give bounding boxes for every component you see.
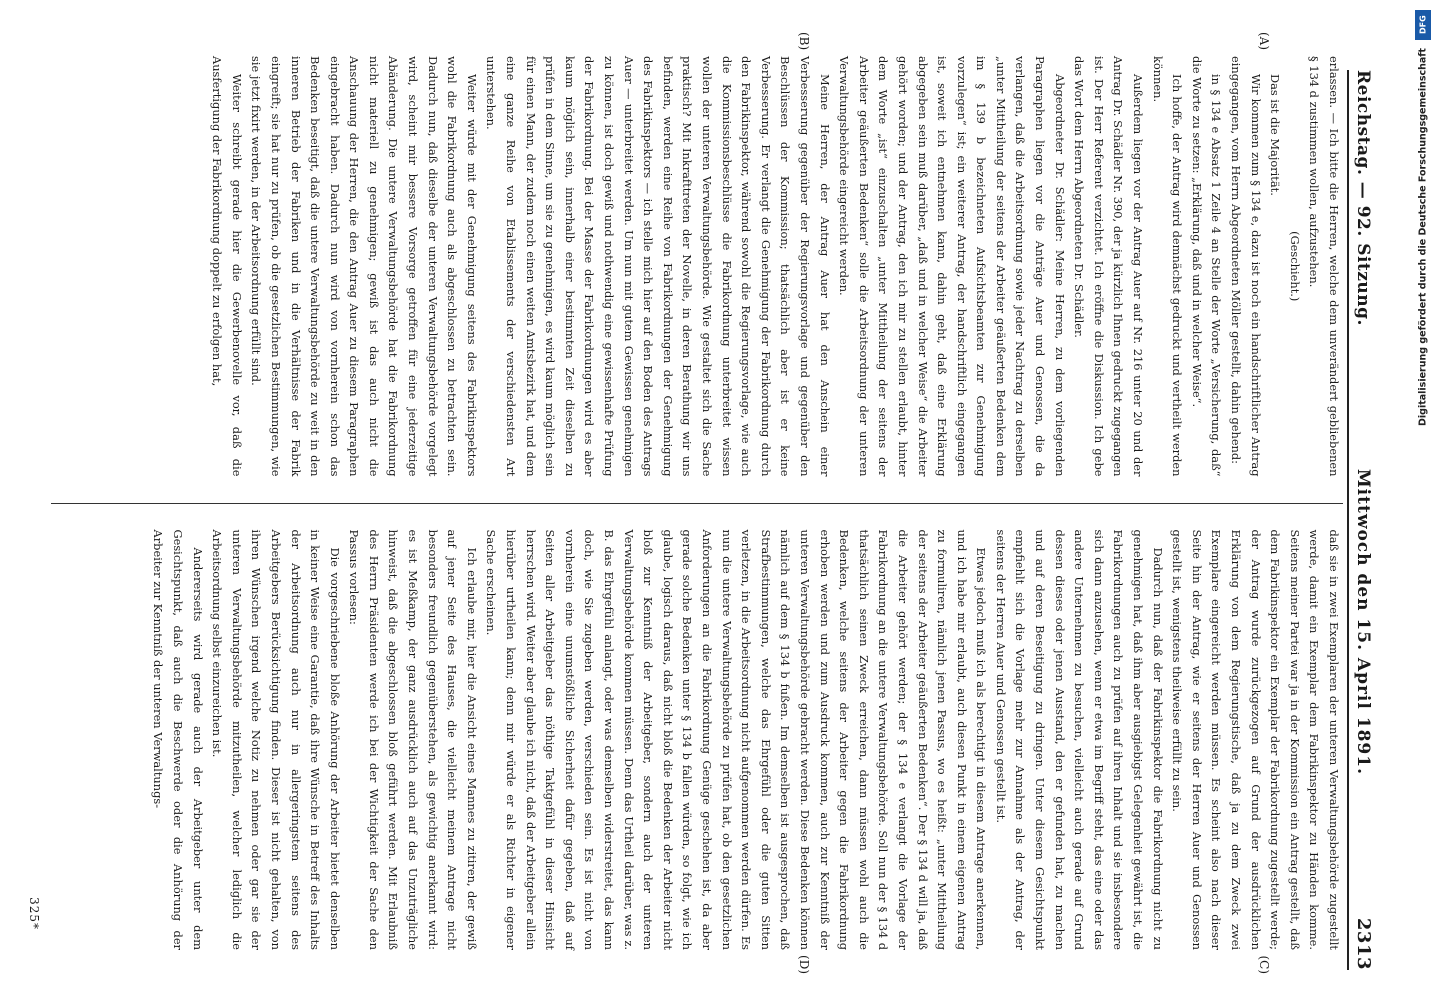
paragraph: Die vorgeschriebene bloße Anhörung der Arbeiter bietet denselben in keiner Weise eine Garantie, daß ihre Wünsche in Betreff des Inhalts der Arbeitsordnung auch nur in allergeringstem seitens des Arbeitgebers Berücksichtigung finden. Dieser ist nicht gehalten, von ihren Wünschen irgend welche Notiz zu nehmen oder gar sie der unteren Verwaltungsbehörde mitzutheilen, welcher lediglich die Arbeitsordnung selbst einzureichen ist. bbox=[210, 529, 342, 950]
margin-marker-d: (D) bbox=[797, 955, 811, 974]
right-column bbox=[51, 503, 1343, 977]
dfg-watermark-text: Digitalisierung gefördert durch die Deutsche Forschungsgemeinschaft bbox=[1417, 48, 1429, 426]
header-left: Reichstag. — 92. Sitzung. bbox=[1353, 70, 1373, 326]
paragraph: Außerdem liegen vor der Antrag Auer auf Nr. 216 unter 20 und der Antrag Dr. Schädler Nr. 390, der ja kürzlich Ihnen gedruckt zugegangen ist. Der Herr Referent verzichtet. Ich eröffne die Diskussion. Ich gebe das Wort dem Herrn Abgeordneten Dr. Schädler. bbox=[1072, 56, 1146, 477]
paragraph: in § 134 e Absatz 1 Zeile 4 an Stelle der Worte „Versicherung, daß“ die Worte zu setzen: „Erklärung, daß und in welcher Weise“. bbox=[1189, 56, 1224, 477]
paragraph: Abgeordneter Dr. Schädler: Meine Herren, zu dem vorliegenden Paragraphen liegen vor die Anträge Auer und Genossen, die da verlangen, daß die Arbeitsordnung sowie jeder Nachtrag zu derselben „unter Mittheilung der seitens der Arbeiter geäußerten Bedenken dem im § 139 b bezeichneten Aufsichtsbeamten zur Genehmigung vorzulegen“ ist; ein weiterer Antrag, der handschriftlich eingegangen ist, soweit ich entnehmen kann, dahin geht, daß eine Erklärung abgegeben sein muß darüber, „daß und in welcher Weise“ die Arbeiter gehört worden; und der Antrag, den ich mir zu stellen erlaubt, hinter dem Worte „ist“ einzuschalten „unter Mittheilung der seitens der Arbeiter geäußerten Bedenken“ solle die Arbeitsordnung der unteren Verwaltungsbehörde eingereicht werden. bbox=[837, 56, 1067, 477]
paragraph: Andererseits wird gerade auch der Arbeitgeber unter dem Gesichtspunkt, daß auch die Beschwerde oder die Anhörung der Arbeiter zur Kenntniß der unteren Verwaltungs- bbox=[151, 529, 205, 950]
page-number: 2313 bbox=[1353, 917, 1374, 970]
paragraph: Weiter würde mit der Genehmigung seitens des Fabrikinspektors wohl die Fabrikordnung auch als abgeschlossen zu betrachten sein. Dadurch nun, daß dieselbe der unteren Verwaltungsbehörde vorgelegt wird, scheint mir bessere Vorsorge getroffen für eine jederzeitige Abänderung. Die untere Verwaltungsbehörde hat die Fabrikordnung nicht materiell zu genehmigen; gewiß ist das auch nicht die Anschauung der Herren, die den Antrag Auer zu diesem Paragraphen eingebracht haben. Dadurch nun wird von vornherein schon das Bedenken beseitigt, daß die untere Verwaltungsbehörde zu weit in den inneren Betrieb der Fabriken und in die Verhältnisse der Fabrik eingreift; sie hat nur zu prüfen, ob die gesetzlichen Bestimmungen, wie sie jetzt fixirt werden, in der Arbeitsordnung erfüllt sind. bbox=[249, 56, 479, 477]
paragraph: Ich hoffe, der Antrag wird demnächst gedruckt und vertheilt werden können. bbox=[1150, 56, 1185, 477]
paragraph: Meine Herren, der Antrag Auer hat den Anschein einer Verbesserung gegenüber der Regierungsvorlage und gegenüber den Beschlüssen der Kommission; thatsächlich aber ist er keine Verbesserung. Er verlangt die Genehmigung der Fabrikordnung durch den Fabrikinspektor, während sowohl die Regierungsvorlage, wie auch die Kommissionsbeschlüsse die Fabrikordnung unterbreitet wissen wollen der unteren Verwaltungsbehörde. Wie gestaltet sich die Sache praktisch? Mit Inkrafttreten der Novelle, in deren Berathung wir uns befinden, werden eine Reihe von Fabrikordnungen der Genehmigung des Fabrikinspektors — ich stelle mich hier auf den Boden des Antrags Auer — unterbreitet werden. Um nun mit gutem Gewissen genehmigen zu können, ist doch gewiß und nothwendig eine gewissenhafte Prüfung der Fabrikordnung. Bei der Masse der Fabrikordnungen wird es aber kaum möglich sein, innerhalb einer bestimmten Zeit dieselben zu prüfen in dem Sinne, um sie zu genehmigen, es wird kaum möglich sein für einen Mann, der zudem noch einen weiten Amtsbezirk hat, und dem eine ganze Reihe von Etablissements der verschiedensten Art unterstehen. bbox=[484, 56, 832, 477]
paragraph: Weiter schreibt gerade hier die Gewerbenovelle vor, daß die Ausfertigung der Fabrikordnung doppelt zu erfolgen hat, bbox=[210, 56, 244, 477]
margin-marker-c: (C) bbox=[1257, 955, 1271, 974]
paragraph: Wir kommen zum § 134 e, dazu ist noch ein handschriftlicher Antrag eingegangen, vom Herrn Abgeordneten Möller gestellt, dahin gehend: bbox=[1229, 56, 1263, 477]
dfg-logo: DFG bbox=[1415, 10, 1431, 40]
running-header bbox=[1347, 70, 1393, 970]
rotated-document-page bbox=[11, 10, 1421, 990]
paragraph: erlassen. — Ich bitte die Herren, welche dem unverändert gebliebenen § 134 d zustimmen wollen, aufzustehen. bbox=[1307, 56, 1341, 477]
signature-mark: 325* bbox=[27, 897, 41, 930]
margin-marker-a: (A) bbox=[1257, 32, 1271, 51]
paragraph: Das ist die Majorität. bbox=[1268, 74, 1283, 196]
paragraph: (Geschieht.) bbox=[1287, 231, 1302, 302]
margin-marker-b: (B) bbox=[797, 32, 811, 51]
dfg-watermark bbox=[1414, 8, 1432, 598]
paragraph: Etwas jedoch muß ich als berechtigt in diesem Antrage anerkennen, und ich habe mir erlaubt, auch diesen Punkt in einem eigenen Antrag zu formuliren, nämlich jenen Passus, wo es heißt: „unter Mittheilung der seitens der Arbeiter geäußerten Bedenken“. Der § 134 d will ja, daß die Arbeiter gehört werden; der § 134 e verlangt die Vorlage der Fabrikordnung an die untere Verwaltungsbehörde. Soll nun der § 134 d thatsächlich seinen Zweck erreichen, dann müssen wohl auch die Bedenken, welche seitens der Arbeiter gegen die Fabrikordnung erhoben werden und zum Ausdruck kommen, auch zur Kenntniß der unteren Verwaltungsbehörde gebracht werden. Diese Bedenken können nämlich auf dem § 134 b fußen. Im demselben ist ausgesprochen, daß Strafbestimmungen, welche das Ehrgefühl oder die guten Sitten verletzen, in die Arbeitsordnung nicht aufgenommen werden dürfen. Es nun die untere Verwaltungsbehörde zu prüfen hat, ob den gesetzlichen Anforderungen an die Fabrikordnung Genüge geschehen ist, da aber gerade solche Bedenken unter § 134 b fallen würden, so folgt, wie ich glaube, logisch daraus, daß nicht bloß die Bedenken der Arbeiter nicht bloß zur Kenntniß der Arbeitgeber, sondern auch der unteren Verwaltungsbehörde kommen müssen. Denn das Urtheil darüber, was z. B. das Ehrgefühl anlangt, oder was demselben widerstreitet, das kann doch, wie Sie zugeben werden, verschieden sein. Es ist nicht von vornherein eine unumstößliche Sicherheit dafür gegeben, daß auf Seiten aller Arbeitgeber das nöthige Taktgefühl in dieser Hinsicht herrschen wird. Weiter aber glaube ich nicht, daß der Arbeitgeber allein hierüber urtheilen kann; denn mir würde er als Richter in eigener Sache erscheinen. bbox=[484, 529, 989, 951]
header-date: Mittwoch den 15. April 1891. bbox=[1353, 468, 1373, 776]
paragraph: daß sie in zwei Exemplaren der unteren Verwaltungsbehörde zugestellt werde, damit ein Exemplar dem Fabrikinspektor zu Händen komme. Seitens meiner Partei war ja in der Kommission ein Antrag gestellt, daß dem Fabrikinspektor ein Exemplar der Fabrikordnung zugestellt werde; der Antrag wurde zurückgezogen auf Grund der ausdrücklichen Erklärung von dem Regierungstische, daß ja zu dem Zweck zwei Exemplare eingereicht werden müssen. Es scheint also nach dieser Seite hin der Antrag, wie er seitens der Herren Auer und Genossen gestellt ist, wenigstens theilweise erfüllt zu sein. bbox=[1170, 529, 1341, 950]
text-columns bbox=[51, 30, 1343, 976]
paragraph: Ich erlaube mir, hier die Ansicht eines Mannes zu zitiren, der gewiß auf jener Seite des Hauses, die vielleicht meinem Antrage nicht besonders freundlich gegenüberstehen, als gewichtig anerkannt wird: es ist Meßkamp, der ganz ausdrücklich auch auf das Unzuträgliche hinweist, daß die abgeschlossen bloß geführt werden. Mit Erlaubniß des Herrn Präsidenten werde ich bei der Wichtigkeit der Sache den Passus vorlesen: bbox=[347, 529, 479, 950]
paragraph: Dadurch nun, daß der Fabrikinspektor die Fabrikordnung nicht zu genehmigen hat, daß ihm aber ausgiebigst Gelegenheit gewährt ist, die Fabrikordnungen auch zu prüfen auf ihren Inhalt und sie insbesondere sich dann anzusehen, wenn er etwa im Begriff steht, das eine oder das andere Unternehmen zu besuchen, vielleicht auch gerade auf Grund dessen dieses oder jenen Ausstand, den er gefunden hat, zu machen und auf deren Beseitigung zu dringen. Unter diesem Gesichtspunkt empfiehlt sich die Vorlage mehr zur Annahme als der Antrag, der seitens der Herren Auer und Genossen gestellt ist. bbox=[993, 529, 1165, 950]
left-column bbox=[51, 30, 1343, 503]
